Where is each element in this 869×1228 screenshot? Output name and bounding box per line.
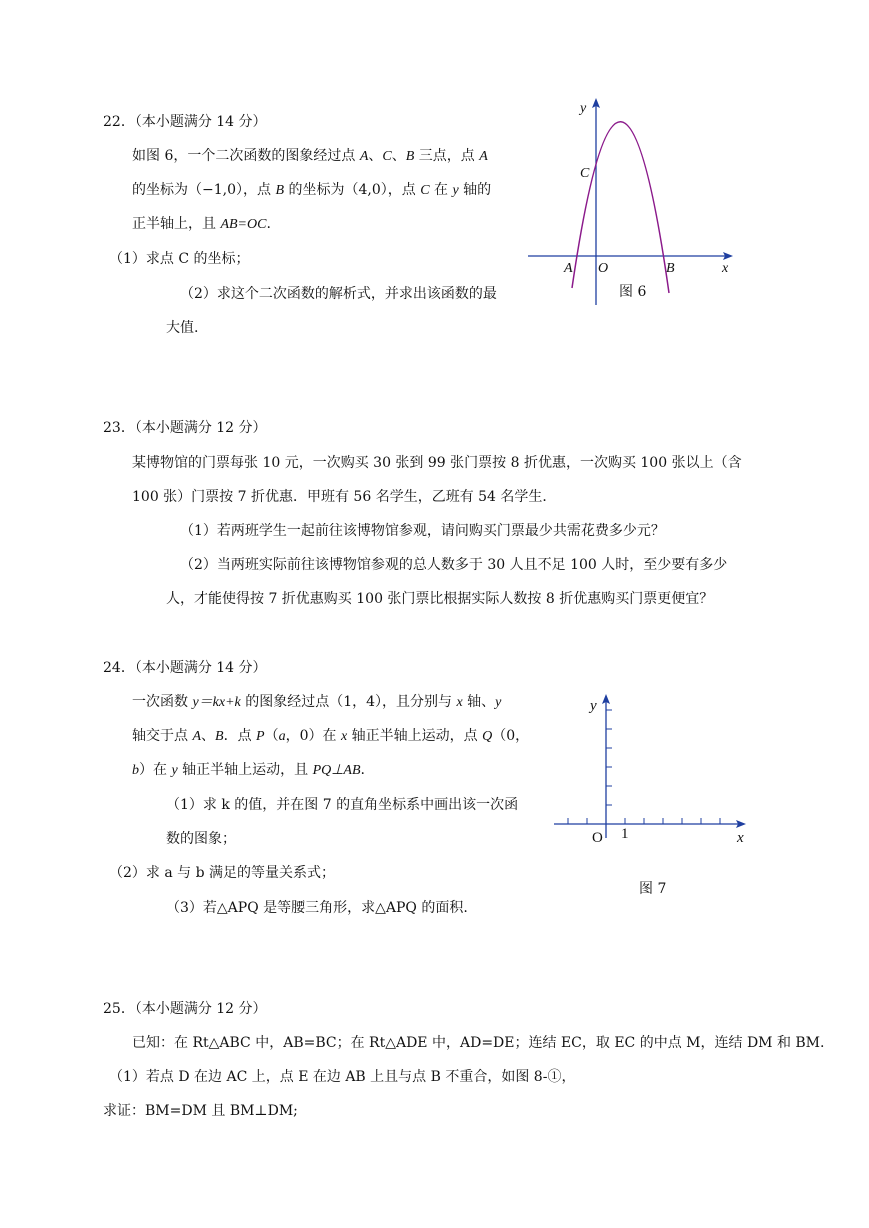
figure-6: [520, 90, 745, 310]
q22-heading: 22．（本小题满分 14 分）: [103, 114, 267, 130]
q22-line2: 的坐标为（−1,0），点 B 的坐标为（4,0），点 C 在 y 轴的: [132, 182, 492, 198]
q22-line3: 正半轴上，且 AB=OC.: [132, 216, 271, 232]
figure-6-caption: 图 6: [619, 284, 647, 300]
fig6-parabola: [572, 122, 669, 293]
fig7-label-o: O: [592, 830, 603, 846]
q23-sub2: （2）当两班实际前往该博物馆参观的总人数多于 30 人且不足 100 人时，至少要有多少: [180, 557, 728, 573]
q22-sub2: （2）求这个二次函数的解析式，并求出该函数的最: [180, 286, 497, 302]
fig6-label-o: O: [598, 261, 609, 276]
q25-sub2: 求证：BM=DM 且 BM⊥DM;: [103, 1103, 298, 1119]
q23-line2: 100 张）门票按 7 折优惠．甲班有 56 名学生，乙班有 54 名学生．: [132, 489, 557, 505]
q23-heading: 23．（本小题满分 12 分）: [103, 420, 267, 436]
q25-line1: 已知：在 Rt△ABC 中，AB=BC；在 Rt△ADE 中，AD=DE；连结 EC，取 EC 的中点 M，连结 DM 和 BM.: [132, 1035, 825, 1051]
q24-sub1-cont: 数的图象；: [166, 831, 236, 847]
q25-sub1: （1）若点 D 在边 AC 上，点 E 在边 AB 上且与点 B 不重合，如图 8-①，: [109, 1069, 576, 1085]
fig7-label-one: 1: [621, 826, 629, 842]
fig7-label-x: x: [737, 830, 744, 846]
fig6-label-y: y: [580, 101, 587, 116]
q23-sub2-cont: 人，才能使得按 7 折优惠购买 100 张门票比根据实际人数按 8 折优惠购买门票更便宜？: [166, 591, 714, 607]
fig6-label-x: x: [722, 261, 729, 276]
figure-7-caption: 图 7: [639, 881, 667, 897]
q22-sub2-cont: 大值.: [166, 320, 199, 336]
fig7-label-y: y: [590, 698, 597, 714]
q24-line1: 一次函数 y＝kx+k 的图象经过点（1，4），且分别与 x 轴、y: [132, 694, 502, 710]
fig6-label-a: A: [564, 261, 573, 276]
q22-sub1: （1）求点 C 的坐标；: [109, 251, 250, 267]
fig6-label-c: C: [580, 166, 590, 181]
q24-heading: 24．（本小题满分 14 分）: [103, 660, 267, 676]
q24-sub3: （3）若△APQ 是等腰三角形，求△APQ 的面积.: [166, 900, 468, 916]
q23-sub1: （1）若两班学生一起前往该博物馆参观，请问购买门票最少共需花费多少元？: [180, 523, 665, 539]
q24-line2: 轴交于点 A、B．点 P（a，0）在 x 轴正半轴上运动，点 Q（0，: [132, 728, 530, 744]
q25-heading: 25．（本小题满分 12 分）: [103, 1001, 267, 1017]
q24-sub1: （1）求 k 的值，并在图 7 的直角坐标系中画出该一次函: [166, 797, 519, 813]
q24-sub2: （2）求 a 与 b 满足的等量关系式；: [109, 865, 336, 881]
fig6-label-b: B: [666, 261, 675, 276]
q22-line1: 如图 6，一个二次函数的图象经过点 A、C、B 三点，点 A: [132, 148, 488, 164]
q24-line3: b）在 y 轴正半轴上运动，且 PQ⊥AB.: [132, 762, 365, 778]
q23-line1: 某博物馆的门票每张 10 元，一次购买 30 张到 99 张门票按 8 折优惠，一次购买 100 张以上（含: [132, 455, 742, 471]
figure-7: [550, 690, 755, 850]
